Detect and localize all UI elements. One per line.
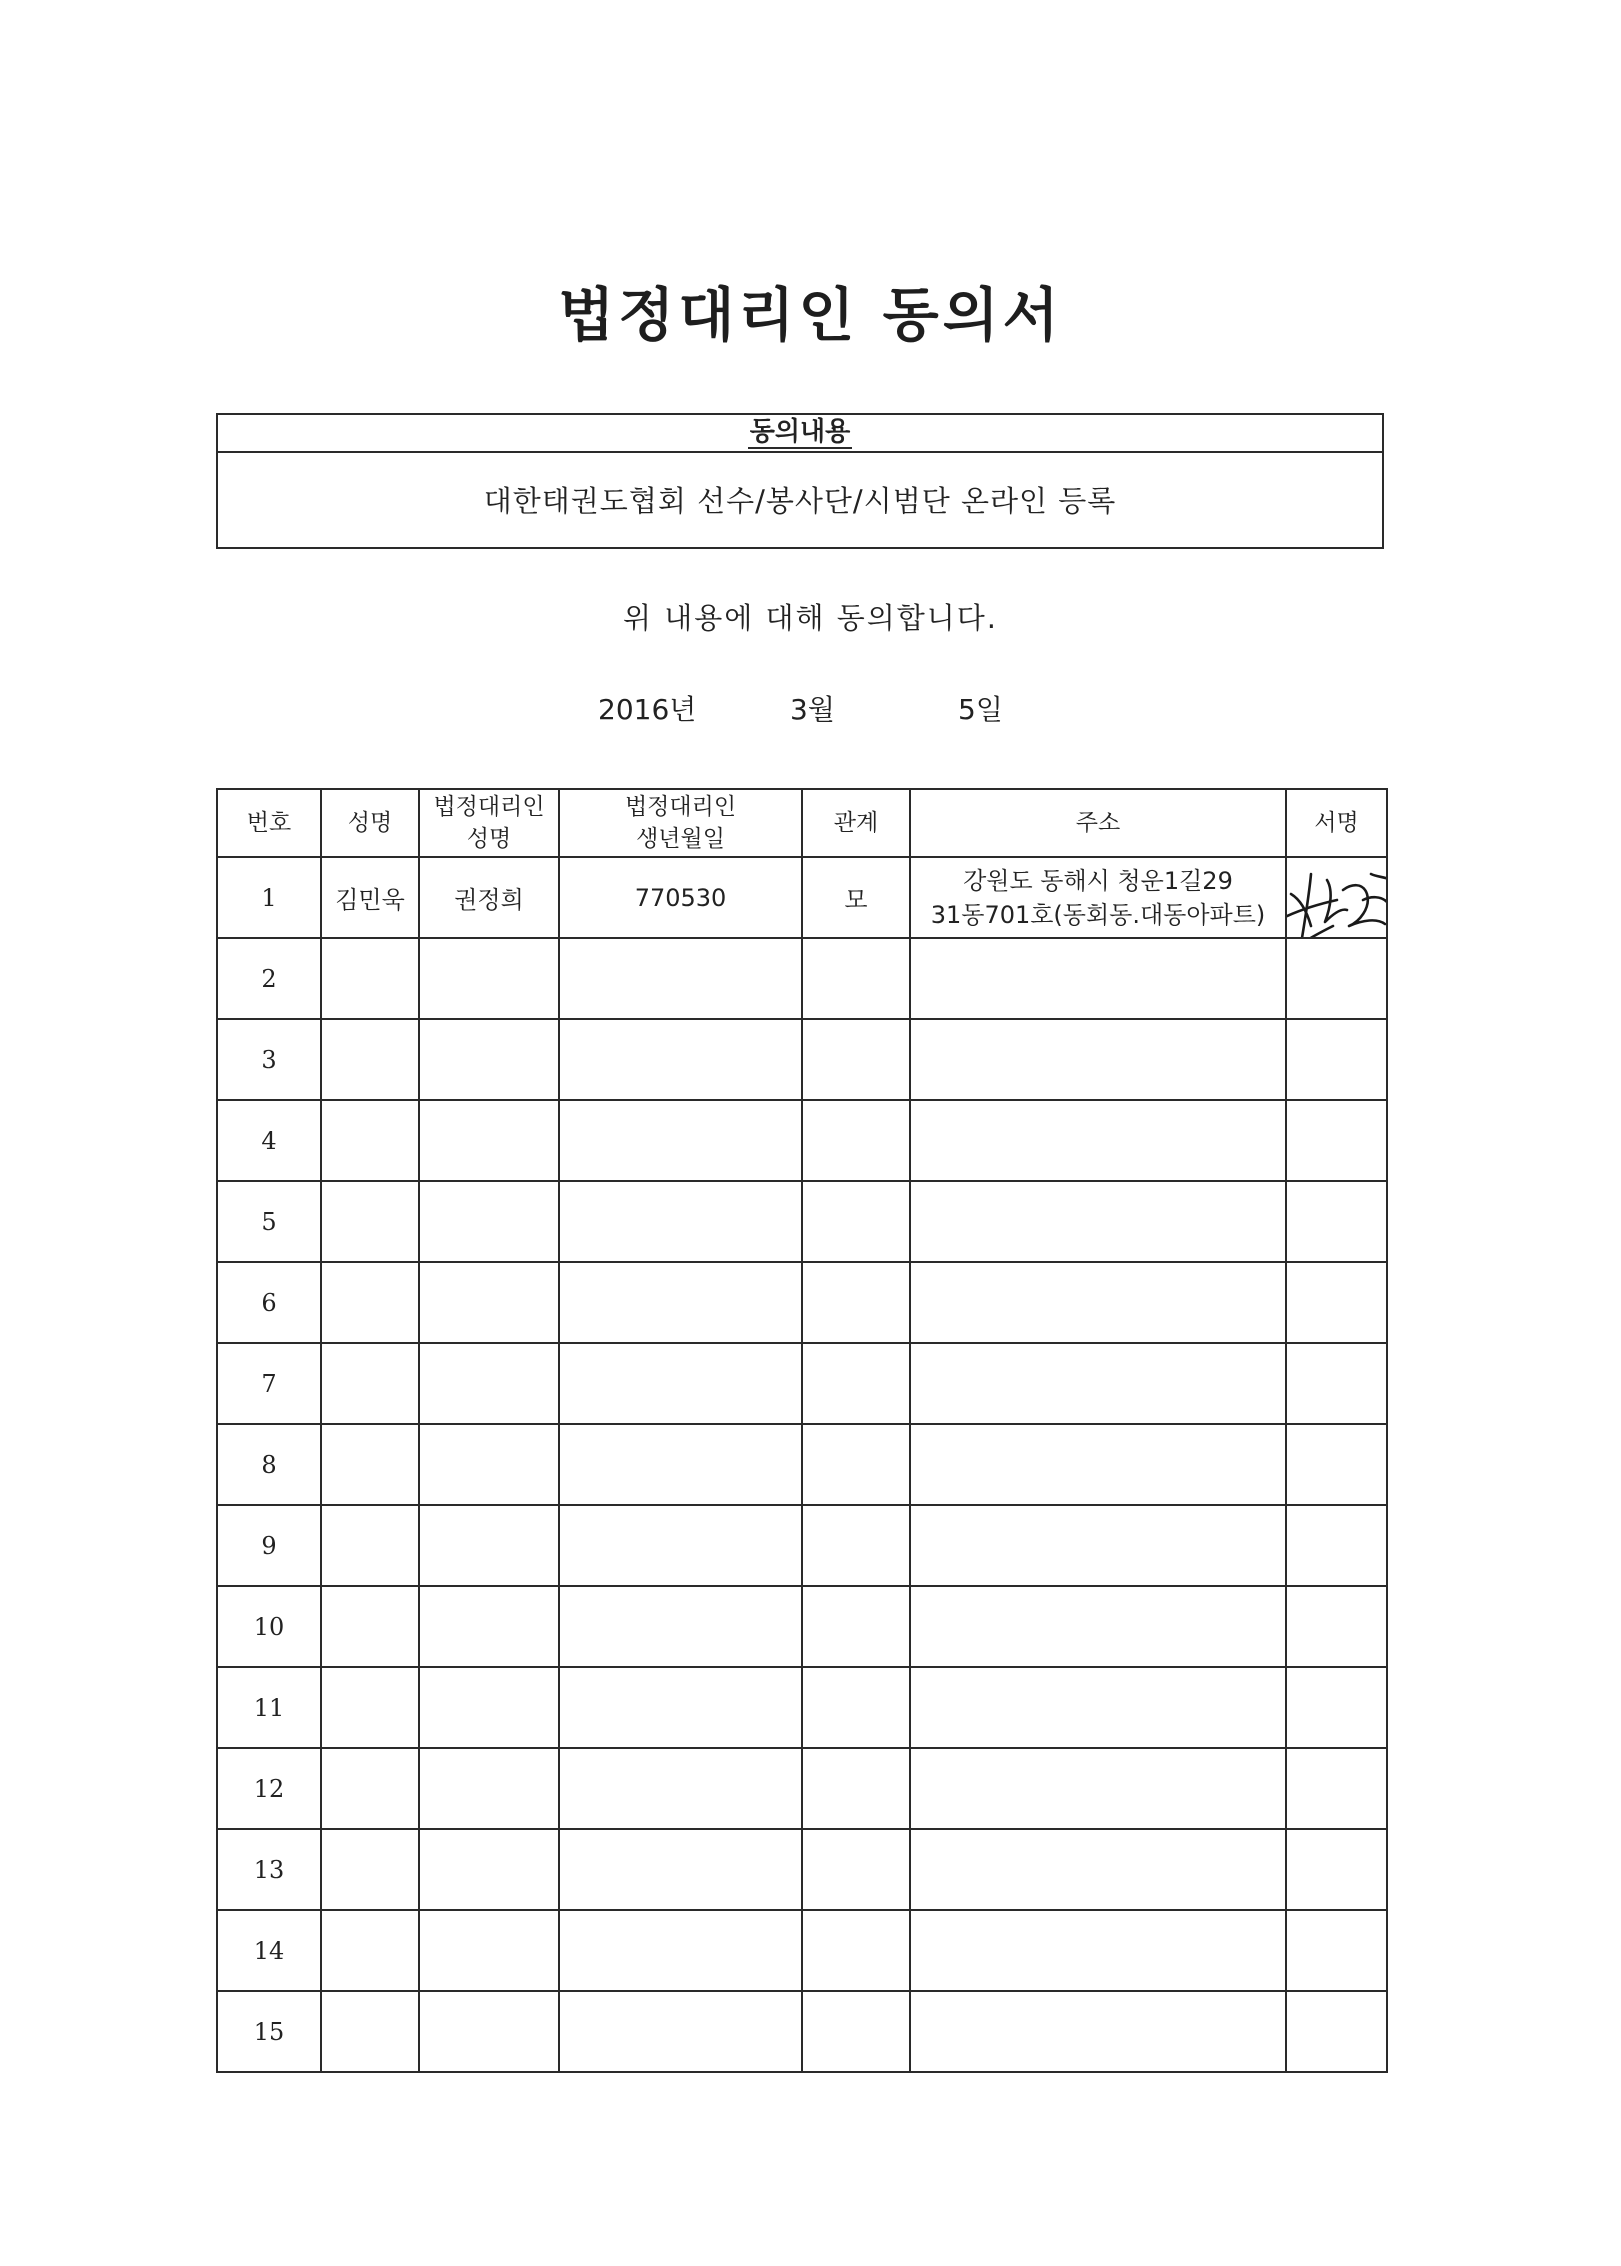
guardian-birthdate — [559, 1667, 802, 1748]
relationship — [802, 1586, 910, 1667]
student-name — [321, 1424, 419, 1505]
address — [910, 1829, 1286, 1910]
student-name — [321, 1181, 419, 1262]
relationship — [802, 1991, 910, 2072]
guardian-birthdate — [559, 1991, 802, 2072]
guardian-birthdate — [559, 1100, 802, 1181]
student-name — [321, 1748, 419, 1829]
guardian-birthdate: 770530 — [559, 857, 802, 938]
document-title: 법정대리인 동의서 — [558, 281, 1063, 349]
header-address: 주소 — [910, 789, 1286, 857]
relationship — [802, 1181, 910, 1262]
relationship — [802, 1100, 910, 1181]
table-row — [217, 1181, 1387, 1262]
signature-cell — [1286, 1100, 1387, 1181]
header-rep-name-line1: 법정대리인 — [433, 794, 545, 820]
signature-cell — [1286, 1181, 1387, 1262]
guardian-birthdate — [559, 938, 802, 1019]
signature-cell — [1286, 857, 1387, 938]
table-row — [217, 1505, 1387, 1586]
student-name — [321, 1991, 419, 2072]
relationship — [802, 938, 910, 1019]
row-number: 7 — [217, 1343, 321, 1424]
guardian-birthdate — [559, 1181, 802, 1262]
student-name — [321, 1910, 419, 1991]
guardian-name — [419, 1829, 559, 1910]
guardian-name — [419, 1586, 559, 1667]
relationship — [802, 1748, 910, 1829]
guardian-name — [419, 1505, 559, 1586]
signature-cell — [1286, 1829, 1387, 1910]
guardian-name — [419, 1991, 559, 2072]
address-line-1: 강원도 동해시 청운1길29 — [963, 866, 1233, 895]
signature-cell — [1286, 1586, 1387, 1667]
guardian-name — [419, 1343, 559, 1424]
consent-header-label: 동의내용 — [749, 417, 851, 447]
table-body — [217, 857, 1387, 2072]
relationship — [802, 1262, 910, 1343]
signature-cell — [1286, 1991, 1387, 2072]
guardian-name — [419, 1748, 559, 1829]
address — [910, 1505, 1286, 1586]
guardian-birthdate — [559, 1910, 802, 1991]
signature-cell — [1286, 1343, 1387, 1424]
student-name — [321, 1343, 419, 1424]
date-year: 2016년 — [598, 693, 697, 726]
table-row — [217, 1748, 1387, 1829]
header-rep-name — [419, 789, 559, 857]
relationship — [802, 1667, 910, 1748]
student-name — [321, 1667, 419, 1748]
header-no: 번호 — [217, 789, 321, 857]
guardian-name — [419, 1424, 559, 1505]
signature-cell — [1286, 1505, 1387, 1586]
student-name — [321, 1100, 419, 1181]
header-relation: 관계 — [802, 789, 910, 857]
address — [910, 1100, 1286, 1181]
student-name: 김민욱 — [321, 857, 419, 938]
agreement-statement: 위 내용에 대해 동의합니다. — [622, 601, 999, 635]
address-line-2: 31동701호(동회동.대동아파트) — [930, 900, 1266, 929]
address — [910, 938, 1286, 1019]
guardian-name: 권정희 — [419, 857, 559, 938]
table-row — [217, 1586, 1387, 1667]
address — [910, 1262, 1286, 1343]
table-header-row — [217, 789, 1387, 857]
student-name — [321, 1019, 419, 1100]
relationship — [802, 1505, 910, 1586]
date-day: 5일 — [958, 693, 1003, 726]
row-number: 4 — [217, 1100, 321, 1181]
address — [910, 1586, 1286, 1667]
guardian-name — [419, 1667, 559, 1748]
guardian-birthdate — [559, 1829, 802, 1910]
guardian-roster-table — [216, 788, 1388, 2073]
row-number: 13 — [217, 1829, 321, 1910]
guardian-birthdate — [559, 1343, 802, 1424]
row-number: 6 — [217, 1262, 321, 1343]
table-row — [217, 1343, 1387, 1424]
row-number: 1 — [217, 857, 321, 938]
guardian-name — [419, 1019, 559, 1100]
header-rep-birth — [559, 789, 802, 857]
address — [910, 1991, 1286, 2072]
signature-cell — [1286, 1262, 1387, 1343]
signature-cell — [1286, 1424, 1387, 1505]
address — [910, 1424, 1286, 1505]
guardian-name — [419, 1262, 559, 1343]
student-name — [321, 1262, 419, 1343]
table-row — [217, 1667, 1387, 1748]
table-row — [217, 1829, 1387, 1910]
signature-cell — [1286, 1748, 1387, 1829]
table-row — [217, 1910, 1387, 1991]
guardian-name — [419, 1181, 559, 1262]
consent-content-box — [216, 413, 1384, 549]
header-rep-birth-line1: 법정대리인 — [624, 794, 737, 820]
relationship: 모 — [802, 857, 910, 938]
guardian-birthdate — [559, 1019, 802, 1100]
address — [910, 1019, 1286, 1100]
guardian-birthdate — [559, 1505, 802, 1586]
table-row — [217, 1262, 1387, 1343]
guardian-name — [419, 938, 559, 1019]
student-name — [321, 938, 419, 1019]
header-rep-birth-line2: 생년월일 — [636, 826, 725, 852]
table-row — [217, 1100, 1387, 1181]
guardian-birthdate — [559, 1748, 802, 1829]
guardian-name — [419, 1910, 559, 1991]
row-number: 12 — [217, 1748, 321, 1829]
relationship — [802, 1829, 910, 1910]
header-rep-name-line2: 성명 — [466, 826, 512, 852]
consent-header — [218, 415, 1382, 453]
row-number: 5 — [217, 1181, 321, 1262]
row-number: 2 — [217, 938, 321, 1019]
row-number: 10 — [217, 1586, 321, 1667]
student-name — [321, 1586, 419, 1667]
address — [910, 1181, 1286, 1262]
signature-cell — [1286, 1667, 1387, 1748]
address — [910, 1910, 1286, 1991]
header-signature: 서명 — [1286, 789, 1387, 857]
address — [910, 1667, 1286, 1748]
signature-cell — [1286, 1019, 1387, 1100]
address — [910, 1748, 1286, 1829]
table-row — [217, 1424, 1387, 1505]
table-row — [217, 938, 1387, 1019]
guardian-birthdate — [559, 1586, 802, 1667]
handwritten-signature — [1286, 860, 1387, 938]
guardian-birthdate — [559, 1424, 802, 1505]
relationship — [802, 1910, 910, 1991]
address — [910, 1343, 1286, 1424]
table-row — [217, 857, 1387, 938]
student-name — [321, 1505, 419, 1586]
consent-body: 대한태권도협회 선수/봉사단/시범단 온라인 등록 — [483, 484, 1117, 518]
relationship — [802, 1343, 910, 1424]
table-row — [217, 1019, 1387, 1100]
row-number: 3 — [217, 1019, 321, 1100]
guardian-name — [419, 1100, 559, 1181]
row-number: 11 — [217, 1667, 321, 1748]
student-name — [321, 1829, 419, 1910]
address — [910, 857, 1286, 938]
relationship — [802, 1424, 910, 1505]
signature-cell — [1286, 938, 1387, 1019]
row-number: 14 — [217, 1910, 321, 1991]
guardian-birthdate — [559, 1262, 802, 1343]
row-number: 15 — [217, 1991, 321, 2072]
relationship — [802, 1019, 910, 1100]
date-month: 3월 — [790, 693, 835, 726]
header-name: 성명 — [321, 789, 419, 857]
table-row — [217, 1991, 1387, 2072]
row-number: 9 — [217, 1505, 321, 1586]
signature-cell — [1286, 1910, 1387, 1991]
row-number: 8 — [217, 1424, 321, 1505]
